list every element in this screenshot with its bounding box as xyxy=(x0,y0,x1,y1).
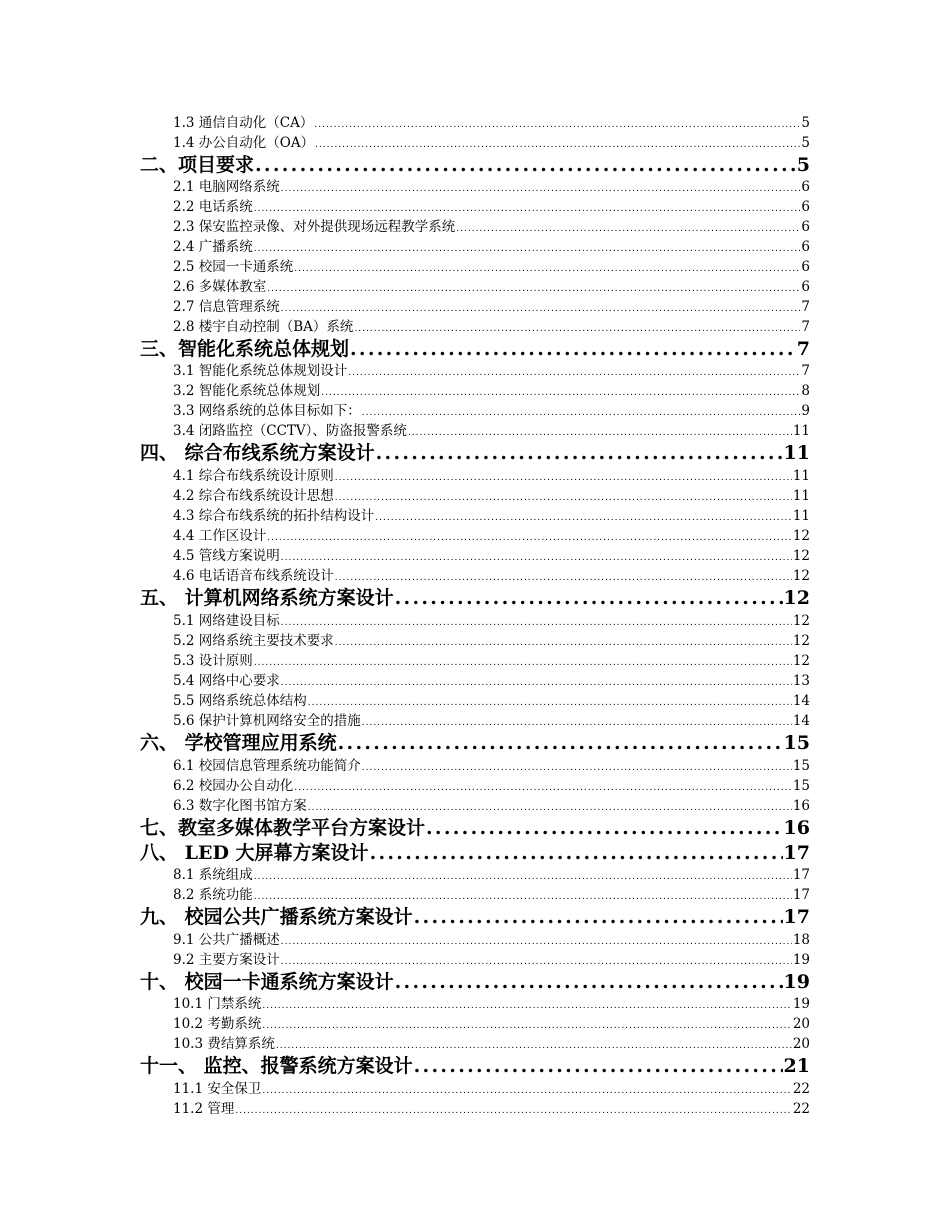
toc-entry-title: 四、 综合布线系统方案设计 xyxy=(140,442,375,464)
toc-page-number: 22 xyxy=(792,1101,810,1117)
toc-entry-title: 11.1 安全保卫 xyxy=(173,1081,262,1097)
toc-page-number: 11 xyxy=(792,423,810,439)
toc-entry-title: 4.2 综合布线系统设计思想 xyxy=(173,488,334,504)
toc-entry-title: 6.1 校园信息管理系统功能简介 xyxy=(173,758,361,774)
toc-entry-title: 3.1 智能化系统总体规划设计 xyxy=(173,363,348,379)
toc-section-entry[interactable] xyxy=(173,671,810,691)
toc-page-number: 13 xyxy=(792,673,810,689)
toc-page-number: 15 xyxy=(783,732,810,754)
dot-leader xyxy=(281,675,792,691)
toc-page-number: 17 xyxy=(783,906,810,928)
toc-page-number: 5 xyxy=(796,154,810,176)
toc-entry-title: 九、 校园公共广播系统方案设计 xyxy=(140,906,413,928)
toc-page-number: 11 xyxy=(792,488,810,504)
toc-section-entry[interactable] xyxy=(173,217,810,237)
toc-chapter-entry[interactable] xyxy=(140,905,810,930)
toc-page-number: 12 xyxy=(792,568,810,584)
toc-page-number: 20 xyxy=(792,1016,810,1032)
dot-leader xyxy=(456,221,800,237)
toc-entry-title: 五、 计算机网络系统方案设计 xyxy=(140,587,394,609)
dot-leader xyxy=(375,510,792,526)
dot-leader xyxy=(335,470,792,486)
dot-leader xyxy=(426,816,783,841)
toc-section-entry[interactable] xyxy=(173,113,810,133)
dot-leader xyxy=(254,201,801,217)
toc-entry-title: 二、项目要求 xyxy=(140,154,255,176)
toc-entry-title: 4.1 综合布线系统设计原则 xyxy=(173,468,334,484)
toc-page-number: 7 xyxy=(801,299,810,315)
toc-page-number: 6 xyxy=(801,279,810,295)
toc-section-entry[interactable] xyxy=(173,1099,810,1119)
toc-entry-title: 2.2 电话系统 xyxy=(173,199,253,215)
dot-leader xyxy=(308,695,792,711)
dot-leader xyxy=(308,800,792,816)
toc-page-number: 21 xyxy=(783,1055,810,1077)
toc-page-number: 19 xyxy=(783,971,810,993)
toc-page-number: 7 xyxy=(796,338,810,360)
toc-page-number: 14 xyxy=(792,693,810,709)
toc-section-entry[interactable] xyxy=(173,865,810,885)
dot-leader xyxy=(281,954,792,970)
dot-leader xyxy=(294,780,792,796)
dot-leader xyxy=(370,841,783,866)
dot-leader xyxy=(335,570,792,586)
toc-entry-title: 5.3 设计原则 xyxy=(173,653,253,669)
toc-entry-title: 三、智能化系统总体规划 xyxy=(140,338,350,360)
toc-section-entry[interactable] xyxy=(173,1014,810,1034)
toc-page-number: 6 xyxy=(801,219,810,235)
toc-section-entry[interactable] xyxy=(173,506,810,526)
toc-chapter-entry[interactable] xyxy=(140,586,810,611)
toc-section-entry[interactable] xyxy=(173,257,810,277)
toc-page-number: 9 xyxy=(801,403,810,419)
toc-page-number: 12 xyxy=(792,653,810,669)
toc-page-number: 6 xyxy=(801,259,810,275)
dot-leader xyxy=(262,1018,791,1034)
dot-leader xyxy=(315,137,800,153)
dot-leader xyxy=(376,441,783,466)
toc-entry-title: 3.2 智能化系统总体规划 xyxy=(173,383,321,399)
toc-page-number: 12 xyxy=(792,633,810,649)
toc-entry-title: 6.3 数字化图书馆方案 xyxy=(173,798,307,814)
dot-leader xyxy=(335,490,792,506)
toc-section-entry[interactable] xyxy=(173,466,810,486)
toc-entry-title: 11.2 管理 xyxy=(173,1101,235,1117)
dot-leader xyxy=(362,715,792,731)
toc-page-number: 7 xyxy=(801,319,810,335)
toc-entry-title: 1.3 通信自动化（CA） xyxy=(173,115,314,131)
toc-chapter-entry[interactable] xyxy=(140,841,810,866)
toc-section-entry[interactable] xyxy=(173,566,810,586)
dot-leader xyxy=(267,530,792,546)
toc-section-entry[interactable] xyxy=(173,631,810,651)
toc-entry-title: 10.3 费结算系统 xyxy=(173,1036,275,1052)
dot-leader xyxy=(281,301,801,317)
toc-page-number: 12 xyxy=(792,613,810,629)
toc-chapter-entry[interactable] xyxy=(140,337,810,362)
toc-entry-title: 5.5 网络系统总体结构 xyxy=(173,693,307,709)
toc-page-number: 17 xyxy=(792,887,810,903)
toc-entry-title: 2.7 信息管理系统 xyxy=(173,299,280,315)
toc-entry-title: 2.6 多媒体教室 xyxy=(173,279,267,295)
dot-leader xyxy=(255,153,796,178)
toc-page-number: 15 xyxy=(792,758,810,774)
toc-section-entry[interactable] xyxy=(173,421,810,441)
toc-section-entry[interactable] xyxy=(173,930,810,950)
toc-entry-title: 5.1 网络建设目标 xyxy=(173,613,280,629)
toc-section-entry[interactable] xyxy=(173,885,810,905)
toc-section-entry[interactable] xyxy=(173,994,810,1014)
toc-section-entry[interactable] xyxy=(173,237,810,257)
toc-chapter-entry[interactable] xyxy=(140,970,810,995)
toc-chapter-entry[interactable] xyxy=(140,1054,810,1079)
toc-section-entry[interactable] xyxy=(173,756,810,776)
toc-section-entry[interactable] xyxy=(173,133,810,153)
toc-section-entry[interactable] xyxy=(173,177,810,197)
toc-section-entry[interactable] xyxy=(173,526,810,546)
toc-entry-title: 8.1 系统组成 xyxy=(173,867,253,883)
toc-entry-title: 十一、 监控、报警系统方案设计 xyxy=(140,1055,413,1077)
toc-page-number: 14 xyxy=(792,713,810,729)
toc-section-entry[interactable] xyxy=(173,1079,810,1099)
toc-entry-title: 八、 LED 大屏幕方案设计 xyxy=(140,842,369,864)
dot-leader xyxy=(276,1038,792,1054)
dot-leader xyxy=(262,1083,791,1099)
toc-page-number: 20 xyxy=(792,1036,810,1052)
toc-page-number: 17 xyxy=(792,867,810,883)
toc-section-entry[interactable] xyxy=(173,381,810,401)
toc-entry-title: 4.3 综合布线系统的拓扑结构设计 xyxy=(173,508,375,524)
dot-leader xyxy=(338,731,783,756)
dot-leader xyxy=(408,425,792,441)
toc-page-number: 22 xyxy=(792,1081,810,1097)
toc-entry-title: 十、 校园一卡通系统方案设计 xyxy=(140,971,394,993)
toc-page-number: 11 xyxy=(783,442,810,464)
toc-page-number: 16 xyxy=(783,817,810,839)
toc-entry-title: 8.2 系统功能 xyxy=(173,887,253,903)
toc-chapter-entry[interactable] xyxy=(140,816,810,841)
toc-entry-title: 3.4 闭路监控（CCTV）、防盗报警系统 xyxy=(173,423,407,439)
toc-entry-title: 5.4 网络中心要求 xyxy=(173,673,280,689)
toc-entry-title: 9.1 公共广播概述 xyxy=(173,932,280,948)
toc-section-entry[interactable] xyxy=(173,776,810,796)
toc-chapter-entry[interactable] xyxy=(140,153,810,178)
toc-entry-title: 4.5 管线方案说明 xyxy=(173,548,280,564)
toc-entry-title: 1.4 办公自动化（OA） xyxy=(173,135,315,151)
toc-section-entry[interactable] xyxy=(173,277,810,297)
toc-page-number: 12 xyxy=(792,528,810,544)
dot-leader xyxy=(354,321,800,337)
toc-entry-title: 2.5 校园一卡通系统 xyxy=(173,259,294,275)
toc-section-entry[interactable] xyxy=(173,546,810,566)
toc-page-number: 6 xyxy=(801,179,810,195)
dot-leader xyxy=(395,970,783,995)
dot-leader xyxy=(281,934,792,950)
toc-entry-title: 6.2 校园办公自动化 xyxy=(173,778,294,794)
toc-section-entry[interactable] xyxy=(173,711,810,731)
toc-page-number: 7 xyxy=(801,363,810,379)
toc-entry-title: 9.2 主要方案设计 xyxy=(173,952,280,968)
toc-page-number: 6 xyxy=(801,199,810,215)
toc-entry-title: 六、 学校管理应用系统 xyxy=(140,732,337,754)
toc-page-number: 17 xyxy=(783,842,810,864)
toc-chapter-entry[interactable] xyxy=(140,731,810,756)
toc-page-number: 6 xyxy=(801,239,810,255)
toc-entry-title: 10.1 门禁系统 xyxy=(173,996,262,1012)
toc-chapter-entry[interactable] xyxy=(140,441,810,466)
toc-page-number: 8 xyxy=(801,383,810,399)
toc-section-entry[interactable] xyxy=(173,691,810,711)
dot-leader xyxy=(335,635,792,651)
dot-leader xyxy=(235,1103,791,1119)
toc-page-number: 19 xyxy=(792,996,810,1012)
toc-section-entry[interactable] xyxy=(173,361,810,381)
dot-leader xyxy=(350,337,796,362)
dot-leader xyxy=(254,655,792,671)
toc-section-entry[interactable] xyxy=(173,651,810,671)
dot-leader xyxy=(262,998,791,1014)
toc-section-entry[interactable] xyxy=(173,297,810,317)
toc-entry-title: 2.4 广播系统 xyxy=(173,239,253,255)
dot-leader xyxy=(314,117,800,133)
toc-section-entry[interactable] xyxy=(173,1034,810,1054)
toc-section-entry[interactable] xyxy=(173,611,810,631)
toc-page-number: 5 xyxy=(801,135,810,151)
toc-entry-title: 2.1 电脑网络系统 xyxy=(173,179,280,195)
toc-entry-title: 3.3 网络系统的总体目标如下： xyxy=(173,403,361,419)
dot-leader xyxy=(395,586,783,611)
toc-section-entry[interactable] xyxy=(173,401,810,421)
dot-leader xyxy=(281,181,801,197)
dot-leader xyxy=(254,889,792,905)
toc-page-number: 15 xyxy=(792,778,810,794)
toc-page-number: 5 xyxy=(801,115,810,131)
toc-page-number: 12 xyxy=(792,548,810,564)
toc-page-number: 19 xyxy=(792,952,810,968)
toc-entry-title: 七、教室多媒体教学平台方案设计 xyxy=(140,817,426,839)
dot-leader xyxy=(281,550,792,566)
dot-leader xyxy=(294,261,800,277)
toc-entry-title: 4.6 电话语音布线系统设计 xyxy=(173,568,334,584)
toc-section-entry[interactable] xyxy=(173,796,810,816)
toc-section-entry[interactable] xyxy=(173,197,810,217)
dot-leader xyxy=(267,281,800,297)
toc-section-entry[interactable] xyxy=(173,486,810,506)
toc-page-number: 11 xyxy=(792,468,810,484)
toc-entry-title: 4.4 工作区设计 xyxy=(173,528,267,544)
toc-entry-title: 5.2 网络系统主要技术要求 xyxy=(173,633,334,649)
dot-leader xyxy=(321,385,800,401)
dot-leader xyxy=(254,241,801,257)
dot-leader xyxy=(414,1054,783,1079)
toc-page-number: 12 xyxy=(783,587,810,609)
dot-leader xyxy=(362,760,792,776)
toc-section-entry[interactable] xyxy=(173,317,810,337)
toc-page-number: 11 xyxy=(792,508,810,524)
toc-page-number: 16 xyxy=(792,798,810,814)
dot-leader xyxy=(362,405,801,421)
toc-entry-title: 2.8 楼宇自动控制（BA）系统 xyxy=(173,319,354,335)
dot-leader xyxy=(414,905,783,930)
toc-entry-title: 2.3 保安监控录像、对外提供现场远程教学系统 xyxy=(173,219,456,235)
dot-leader xyxy=(281,615,792,631)
dot-leader xyxy=(254,869,792,885)
toc-entry-title: 10.2 考勤系统 xyxy=(173,1016,262,1032)
toc-page-number: 18 xyxy=(792,932,810,948)
toc-entry-title: 5.6 保护计算机网络安全的措施 xyxy=(173,713,361,729)
toc-section-entry[interactable] xyxy=(173,950,810,970)
dot-leader xyxy=(348,365,800,381)
